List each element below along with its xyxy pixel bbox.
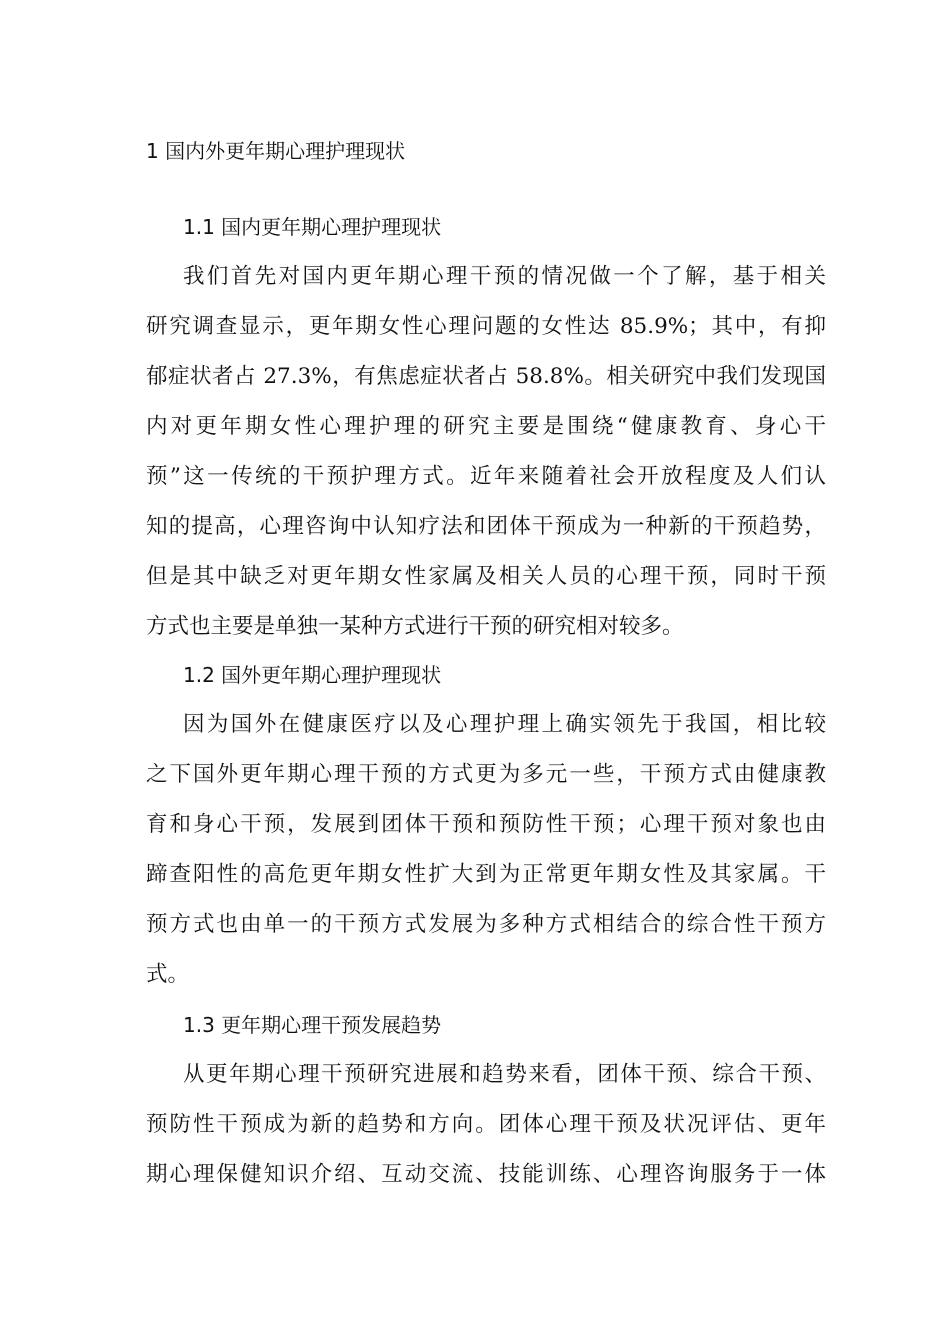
paragraph-line: 知的提高，心理咨询中认知疗法和团体干预成为一种新的干预趋势， xyxy=(146,514,826,539)
paragraph-line: 预方式也由单一的干预方式发展为多种方式相结合的综合性干预方 xyxy=(146,912,826,937)
subsection-title-domestic: 1.1 国内更年期心理护理现状 xyxy=(183,215,442,239)
paragraph-line: 预”这一传统的干预护理方式。近年来随着社会开放程度及人们认 xyxy=(146,464,826,489)
paragraph-domestic xyxy=(146,252,826,652)
subsection-title-foreign: 1.2 国外更年期心理护理现状 xyxy=(183,663,442,687)
paragraph-line: 期心理保健知识介绍、互动交流、技能训练、心理咨询服务于一体 xyxy=(146,1162,826,1187)
section-title: 1 国内外更年期心理护理现状 xyxy=(146,139,406,163)
paragraph-line: 我们首先对国内更年期心理干预的情况做一个了解，基于相关 xyxy=(183,264,826,289)
paragraph-line: 之下国外更年期心理干预的方式更为多元一些，干预方式由健康教 xyxy=(146,762,826,787)
paragraph-line: 方式也主要是单独一某种方式进行干预的研究相对较多。 xyxy=(146,614,684,639)
paragraph-line: 蹄查阳性的高危更年期女性扩大到为正常更年期女性及其家属。干 xyxy=(146,862,826,887)
paragraph-line: 式。 xyxy=(146,962,190,987)
paragraph-line: 从更年期心理干预研究进展和趋势来看，团体干预、综合干预、 xyxy=(183,1062,826,1087)
paragraph-line: 因为国外在健康医疗以及心理护理上确实领先于我国，相比较 xyxy=(183,712,826,737)
paragraph-line: 研究调查显示，更年期女性心理问题的女性达 85.9%；其中，有抑 xyxy=(146,314,826,339)
paragraph-line: 郁症状者占 27.3%，有焦虑症状者占 58.8%。相关研究中我们发现国 xyxy=(146,364,826,389)
paragraph-line: 内对更年期女性心理护理的研究主要是围绕“健康教育、身心干 xyxy=(146,414,826,439)
paragraph-line: 但是其中缺乏对更年期女性家属及相关人员的心理干预，同时干预 xyxy=(146,564,826,589)
paragraph-foreign xyxy=(146,700,826,1000)
subsection-title-trend: 1.3 更年期心理干预发展趋势 xyxy=(183,1013,442,1037)
paragraph-line: 育和身心干预，发展到团体干预和预防性干预；心理干预对象也由 xyxy=(146,812,826,837)
paragraph-trend xyxy=(146,1050,826,1200)
paragraph-line: 预防性干预成为新的趋势和方向。团体心理干预及状况评估、更年 xyxy=(146,1112,826,1137)
